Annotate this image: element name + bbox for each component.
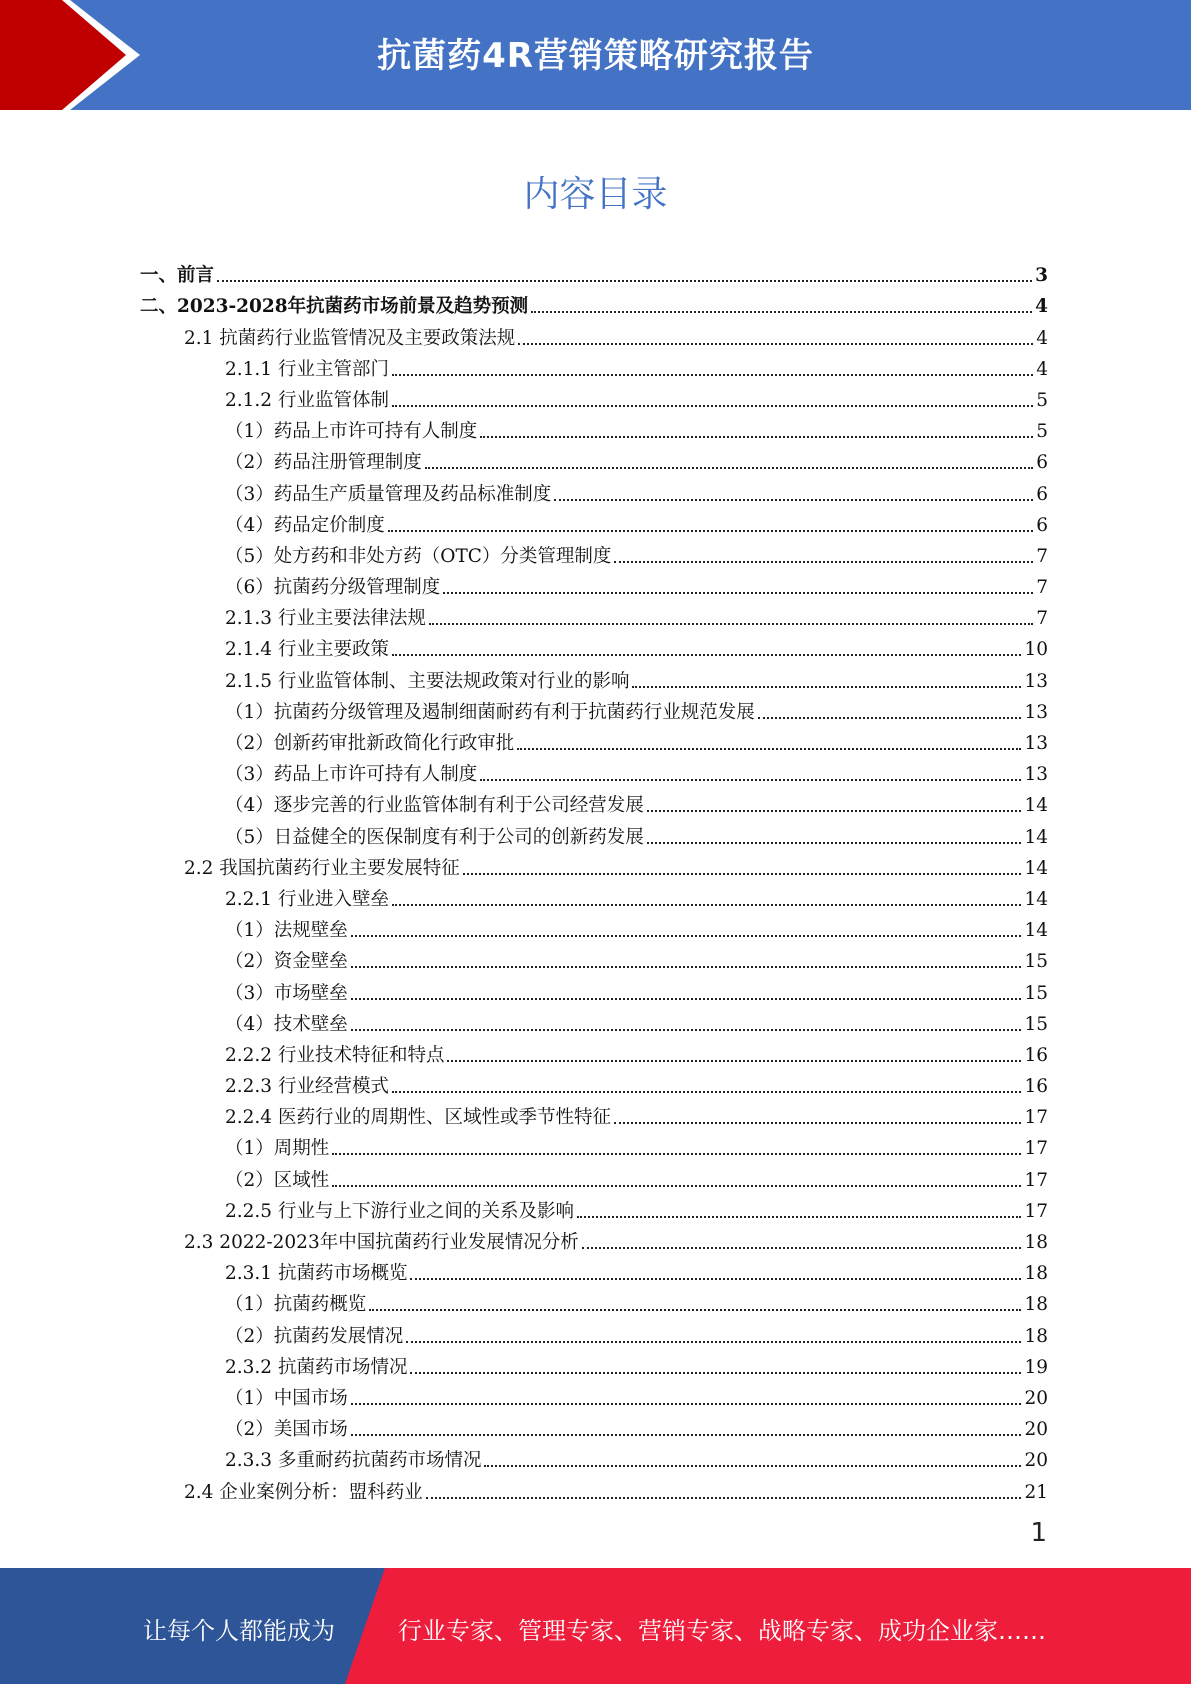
toc-dot-leader	[517, 748, 1021, 750]
toc-dot-leader	[392, 904, 1021, 906]
toc-entry[interactable]	[140, 849, 1048, 880]
toc-entry[interactable]	[140, 1067, 1048, 1098]
toc-entry-label: （1）中国市场	[225, 1387, 348, 1409]
toc-entry-page: 15	[1024, 982, 1048, 1004]
toc-entry-page: 15	[1024, 1013, 1048, 1035]
toc-entry-page: 10	[1024, 639, 1048, 661]
toc-entry-label: （2）资金壁垒	[225, 951, 348, 973]
toc-entry[interactable]	[140, 350, 1048, 381]
toc-entry-page: 19	[1024, 1356, 1048, 1378]
toc-entry-page: 14	[1024, 826, 1048, 848]
toc-dot-leader	[351, 1403, 1022, 1405]
toc-entry[interactable]	[140, 1192, 1048, 1223]
toc-entry-page: 7	[1036, 608, 1048, 630]
toc-dot-leader	[388, 530, 1033, 532]
toc-entry[interactable]	[140, 693, 1048, 724]
toc-entry-label: 2.1.4 行业主要政策	[225, 639, 389, 661]
toc-entry[interactable]	[140, 1379, 1048, 1410]
toc-entry-page: 6	[1036, 514, 1048, 536]
toc-entry-label: 2.1.5 行业监管体制、主要法规政策对行业的影响	[225, 670, 630, 692]
toc-entry-page: 16	[1024, 1076, 1048, 1098]
toc-entry-label: 2.1 抗菌药行业监管情况及主要政策法规	[184, 327, 516, 349]
toc-entry-label: 2.4 企业案例分析：盟科药业	[184, 1481, 423, 1503]
toc-entry-page: 6	[1036, 452, 1048, 474]
toc-entry-label: 二、2023-2028年抗菌药市场前景及趋势预测	[140, 296, 529, 318]
toc-entry-label: 2.3.1 抗菌药市场概览	[225, 1263, 408, 1285]
toc-entry-label: （1）抗菌药概览	[225, 1294, 367, 1316]
toc-entry-label: （6）抗菌药分级管理制度	[225, 577, 441, 599]
toc-entry-label: （2）区域性	[225, 1169, 330, 1191]
toc-dot-leader	[463, 873, 1022, 875]
toc-entry[interactable]	[140, 1254, 1048, 1285]
toc-dot-leader	[582, 1247, 1022, 1249]
toc-entry-label: （1）周期性	[225, 1138, 330, 1160]
toc-entry-page: 7	[1036, 545, 1048, 567]
toc-entry[interactable]	[140, 1223, 1048, 1254]
toc-entry-label: （1）法规壁垒	[225, 920, 348, 942]
toc-entry-label: 2.3 2022-2023年中国抗菌药行业发展情况分析	[184, 1232, 579, 1253]
toc-entry[interactable]	[140, 661, 1048, 692]
toc-entry[interactable]	[140, 1098, 1048, 1129]
toc-entry-page: 5	[1036, 389, 1048, 411]
toc-dot-leader	[332, 1185, 1021, 1187]
toc-entry[interactable]	[140, 1160, 1048, 1191]
toc-dot-leader	[425, 467, 1033, 469]
toc-entry-page: 3	[1035, 265, 1048, 287]
toc-entry[interactable]	[140, 568, 1048, 599]
toc-entry[interactable]	[140, 443, 1048, 474]
toc-entry-label: （2）创新药审批新政简化行政审批	[225, 733, 515, 754]
toc-entry-page: 18	[1024, 1232, 1048, 1253]
toc-entry-label: （3）药品生产质量管理及药品标准制度	[225, 483, 552, 505]
toc-entry[interactable]	[140, 1129, 1048, 1160]
footer-slogan-right: 行业专家、管理专家、营销专家、战略专家、成功企业家……	[398, 1617, 1046, 1645]
toc-entry-page: 7	[1036, 577, 1048, 599]
toc-entry[interactable]	[140, 911, 1048, 942]
toc-entry[interactable]	[140, 1410, 1048, 1441]
page-header	[0, 0, 1191, 110]
page-footer	[0, 1568, 1191, 1684]
toc-dot-leader	[217, 280, 1032, 282]
toc-dot-leader	[351, 935, 1022, 937]
toc-entry[interactable]	[140, 942, 1048, 973]
toc-entry-page: 20	[1024, 1387, 1048, 1409]
toc-entry[interactable]	[140, 381, 1048, 412]
toc-dot-leader	[426, 1497, 1022, 1499]
toc-entry-label: 2.3.3 多重耐药抗菌药市场情况	[225, 1450, 482, 1472]
toc-entry-page: 13	[1024, 764, 1048, 786]
toc-entry-page: 16	[1024, 1044, 1048, 1066]
toc-entry-label: 2.2.1 行业进入壁垒	[225, 888, 389, 910]
report-title: 抗菌药4R营销策略研究报告	[377, 36, 814, 76]
toc-dot-leader	[369, 1309, 1021, 1311]
toc-entry-label: （1）抗菌药分级管理及遏制细菌耐药有利于抗菌药行业规范发展	[225, 701, 755, 723]
toc-entry-page: 18	[1024, 1263, 1048, 1285]
toc-entry[interactable]	[140, 256, 1048, 287]
toc-entry-page: 4	[1036, 327, 1048, 349]
toc-entry-label: 2.1.2 行业监管体制	[225, 389, 389, 411]
toc-entry-page: 15	[1024, 951, 1048, 973]
toc-dot-leader	[443, 592, 1033, 594]
toc-dot-leader	[484, 1465, 1021, 1467]
toc-entry-page: 20	[1024, 1419, 1048, 1441]
toc-entry-page: 14	[1024, 857, 1048, 879]
toc-dot-leader	[758, 717, 1022, 719]
toc-entry-page: 13	[1024, 670, 1048, 692]
toc-entry-page: 21	[1024, 1481, 1048, 1503]
toc-entry[interactable]	[140, 1441, 1048, 1472]
toc-dot-leader	[351, 966, 1022, 968]
toc-entry[interactable]	[140, 412, 1048, 443]
toc-dot-leader	[447, 1060, 1021, 1062]
toc-entry-page: 14	[1024, 888, 1048, 910]
toc-entry-page: 4	[1036, 358, 1048, 380]
toc-entry-page: 18	[1024, 1325, 1048, 1347]
toc-entry-page: 17	[1024, 1200, 1048, 1222]
toc-dot-leader	[392, 654, 1021, 656]
toc-entry[interactable]	[140, 506, 1048, 537]
toc-dot-leader	[531, 311, 1032, 313]
toc-dot-leader	[410, 1372, 1021, 1374]
toc-entry[interactable]	[140, 1285, 1048, 1316]
toc-dot-leader	[351, 998, 1022, 1000]
toc-entry[interactable]	[140, 724, 1048, 755]
toc-entry-page: 14	[1024, 795, 1048, 817]
toc-entry[interactable]	[140, 1316, 1048, 1347]
toc-entry-label: （3）市场壁垒	[225, 982, 348, 1004]
toc-entry-label: （4）药品定价制度	[225, 514, 385, 536]
toc-entry-label: 2.2.5 行业与上下游行业之间的关系及影响	[225, 1200, 574, 1222]
toc-entry-label: 2.2.2 行业技术特征和特点	[225, 1044, 445, 1066]
toc-entry-label: 2.2.3 行业经营模式	[225, 1076, 389, 1098]
toc-entry-page: 4	[1035, 296, 1048, 318]
toc-entry-label: 一、前言	[140, 265, 215, 287]
toc-entry-label: 2.2.4 医药行业的周期性、区域性或季节性特征	[225, 1107, 611, 1129]
toc-dot-leader	[577, 1216, 1021, 1218]
toc-entry-page: 5	[1036, 421, 1048, 443]
toc-entry[interactable]	[140, 599, 1048, 630]
toc-dot-leader	[351, 1434, 1022, 1436]
toc-dot-leader	[392, 1091, 1021, 1093]
toc-entry-page: 18	[1024, 1294, 1048, 1316]
toc-dot-leader	[429, 623, 1033, 625]
table-of-contents	[140, 256, 1048, 1504]
toc-dot-leader	[351, 1029, 1022, 1031]
toc-dot-leader	[518, 343, 1033, 345]
toc-entry-label: （5）处方药和非处方药（OTC）分类管理制度	[225, 545, 612, 567]
footer-slogan-left: 让每个人都能成为	[143, 1617, 335, 1645]
toc-entry-page: 17	[1024, 1138, 1048, 1160]
toc-entry[interactable]	[140, 1348, 1048, 1379]
toc-entry-label: （3）药品上市许可持有人制度	[225, 764, 478, 786]
toc-dot-leader	[614, 561, 1033, 563]
toc-entry-page: 17	[1024, 1107, 1048, 1129]
toc-entry-label: （2）抗菌药发展情况	[225, 1325, 404, 1347]
toc-entry[interactable]	[140, 1472, 1048, 1503]
toc-entry-page: 13	[1024, 701, 1048, 723]
toc-entry[interactable]	[140, 287, 1048, 318]
toc-entry-label: （2）药品注册管理制度	[225, 452, 422, 474]
toc-entry-label: （1）药品上市许可持有人制度	[225, 421, 478, 443]
page-number: 1	[1030, 1518, 1047, 1548]
toc-dot-leader	[647, 842, 1022, 844]
toc-entry-page: 20	[1024, 1450, 1048, 1472]
toc-entry-label: （2）美国市场	[225, 1419, 348, 1441]
toc-dot-leader	[406, 1341, 1021, 1343]
toc-entry[interactable]	[140, 474, 1048, 505]
toc-entry-page: 17	[1024, 1169, 1048, 1191]
toc-entry-label: 2.1.3 行业主要法律法规	[225, 608, 426, 630]
toc-entry[interactable]	[140, 537, 1048, 568]
toc-dot-leader	[410, 1278, 1021, 1280]
toc-entry[interactable]	[140, 1005, 1048, 1036]
toc-entry-label: （4）逐步完善的行业监管体制有利于公司经营发展	[225, 795, 644, 817]
toc-entry-page: 14	[1024, 920, 1048, 942]
toc-dot-leader	[392, 374, 1033, 376]
toc-entry[interactable]	[140, 1036, 1048, 1067]
toc-entry[interactable]	[140, 755, 1048, 786]
toc-dot-leader	[614, 1122, 1021, 1124]
toc-entry[interactable]	[140, 973, 1048, 1004]
toc-dot-leader	[480, 779, 1021, 781]
toc-entry-label: 2.2 我国抗菌药行业主要发展特征	[184, 857, 460, 879]
toc-entry-label: 2.1.1 行业主管部门	[225, 358, 389, 380]
toc-dot-leader	[392, 405, 1033, 407]
toc-entry[interactable]	[140, 630, 1048, 661]
toc-heading: 内容目录	[523, 174, 668, 215]
toc-entry-label: （5）日益健全的医保制度有利于公司的创新药发展	[225, 826, 644, 848]
toc-dot-leader	[554, 499, 1033, 501]
toc-entry-label: （4）技术壁垒	[225, 1013, 348, 1035]
toc-entry-page: 13	[1024, 733, 1048, 754]
toc-entry[interactable]	[140, 318, 1048, 349]
toc-entry-page: 6	[1036, 483, 1048, 505]
toc-entry[interactable]	[140, 817, 1048, 848]
toc-dot-leader	[332, 1153, 1021, 1155]
toc-dot-leader	[647, 810, 1022, 812]
toc-entry[interactable]	[140, 786, 1048, 817]
toc-dot-leader	[632, 686, 1021, 688]
toc-entry-label: 2.3.2 抗菌药市场情况	[225, 1356, 408, 1378]
toc-entry[interactable]	[140, 880, 1048, 911]
toc-dot-leader	[480, 436, 1033, 438]
